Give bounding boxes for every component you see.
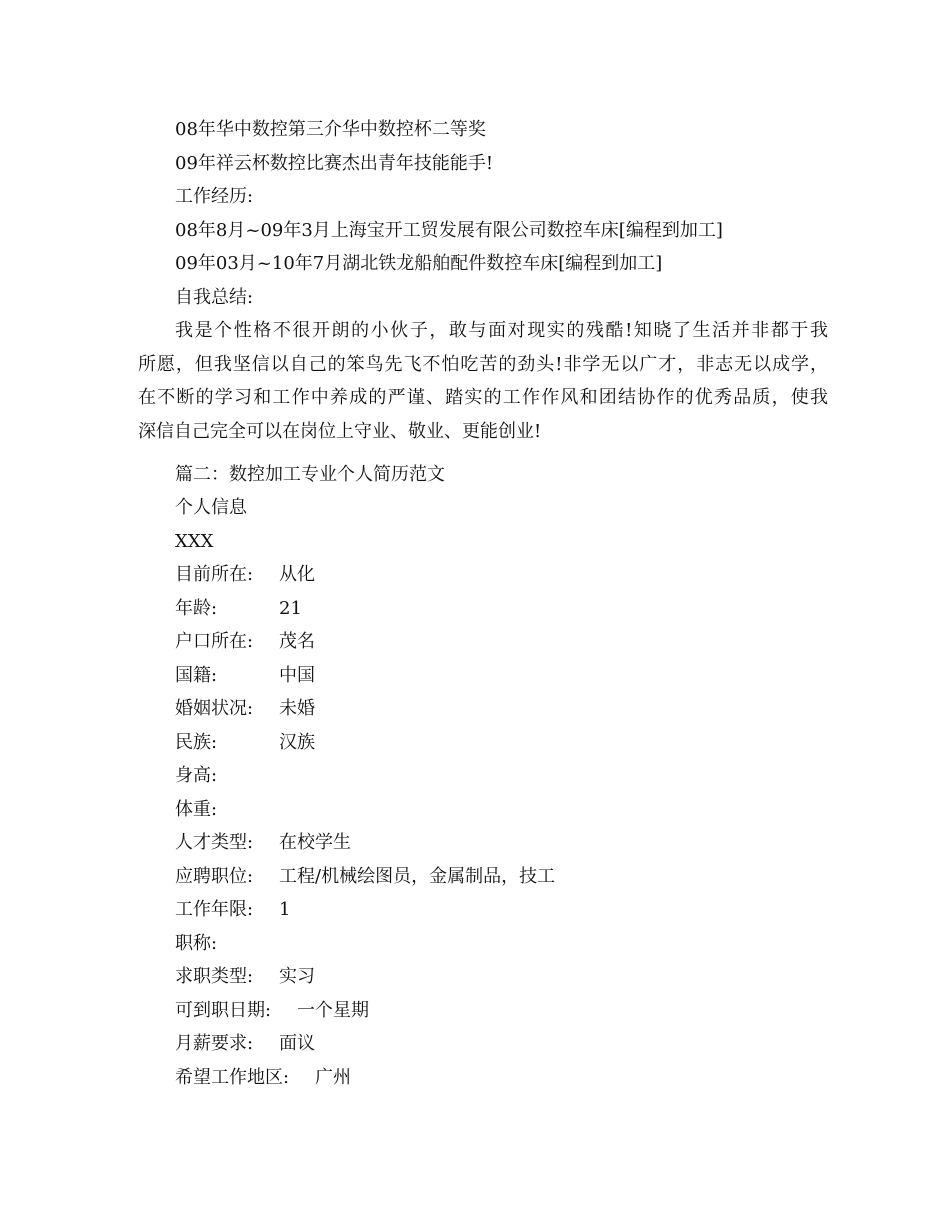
field-value: 汉族 (279, 732, 315, 753)
field-job-type (175, 965, 315, 989)
field-hukou (175, 630, 315, 654)
field-value: 工程/机械绘图员，金属制品，技工 (279, 866, 556, 887)
summary-line: 深信自己完全可以在岗位上守业、敬业、更能创业! (138, 421, 542, 442)
field-years (175, 898, 291, 922)
field-label: 可到职日期: (175, 1000, 272, 1021)
summary-line: 我是个性格不很开朗的小伙子，敢与面对现实的残酷!知晓了生活并非都于我 (175, 320, 828, 341)
award-line: 08年华中数控第三介华中数控杯二等奖 (175, 119, 486, 140)
field-label: 年龄: (175, 598, 218, 619)
section-title: 篇二：数控加工专业个人简历范文 (175, 464, 445, 485)
field-age (175, 597, 302, 621)
info-heading: 个人信息 (175, 497, 247, 518)
field-label: 人才类型: (175, 832, 254, 853)
field-label: 户口所在: (175, 631, 254, 652)
field-label: 民族: (175, 732, 218, 753)
field-label: 职称: (175, 933, 218, 954)
field-nationality (175, 664, 315, 688)
field-value: 实习 (279, 966, 315, 987)
summary-heading: 自我总结: (175, 287, 254, 308)
field-label: 身高: (175, 765, 218, 786)
field-talent-type (175, 831, 351, 855)
field-position (175, 865, 556, 889)
field-salary (175, 1032, 315, 1056)
field-ethnicity (175, 731, 315, 755)
field-value: 中国 (279, 665, 315, 686)
field-value: 在校学生 (279, 832, 351, 853)
summary-line: 在不断的学习和工作中养成的严谨、踏实的工作作风和团结协作的优秀品质，使我 (138, 387, 828, 408)
field-value: 从化 (279, 564, 315, 585)
field-region (175, 1066, 351, 1090)
field-label: 工作年限: (175, 899, 254, 920)
person-name: XXX (175, 531, 214, 552)
work-item: 09年03月~10年7月湖北铁龙船舶配件数控车床[编程到加工] (175, 253, 663, 274)
field-label: 希望工作地区: (175, 1067, 290, 1088)
field-value: 面议 (279, 1033, 315, 1054)
field-label: 目前所在: (175, 564, 254, 585)
field-label: 婚姻状况: (175, 698, 254, 719)
work-item: 08年8月~09年3月上海宝开工贸发展有限公司数控车床[编程到加工] (175, 220, 723, 241)
field-title (175, 932, 261, 956)
field-label: 月薪要求: (175, 1033, 254, 1054)
field-label: 求职类型: (175, 966, 254, 987)
field-location (175, 563, 315, 587)
field-label: 体重: (175, 799, 218, 820)
field-value: 未婚 (279, 698, 315, 719)
field-height (175, 764, 261, 788)
work-heading: 工作经历: (175, 186, 254, 207)
field-value: 茂名 (279, 631, 315, 652)
field-value: 1 (279, 899, 291, 920)
field-value: 广州 (315, 1067, 351, 1088)
field-label: 国籍: (175, 665, 218, 686)
field-weight (175, 798, 261, 822)
field-value: 21 (279, 598, 302, 619)
field-available (175, 999, 369, 1023)
summary-line: 所愿，但我坚信以自己的笨鸟先飞不怕吃苦的劲头!非学无以广才，非志无以成学， (138, 354, 828, 375)
field-value: 一个星期 (297, 1000, 369, 1021)
award-line: 09年祥云杯数控比赛杰出青年技能能手! (175, 153, 494, 174)
field-label: 应聘职位: (175, 866, 254, 887)
field-marital (175, 697, 315, 721)
